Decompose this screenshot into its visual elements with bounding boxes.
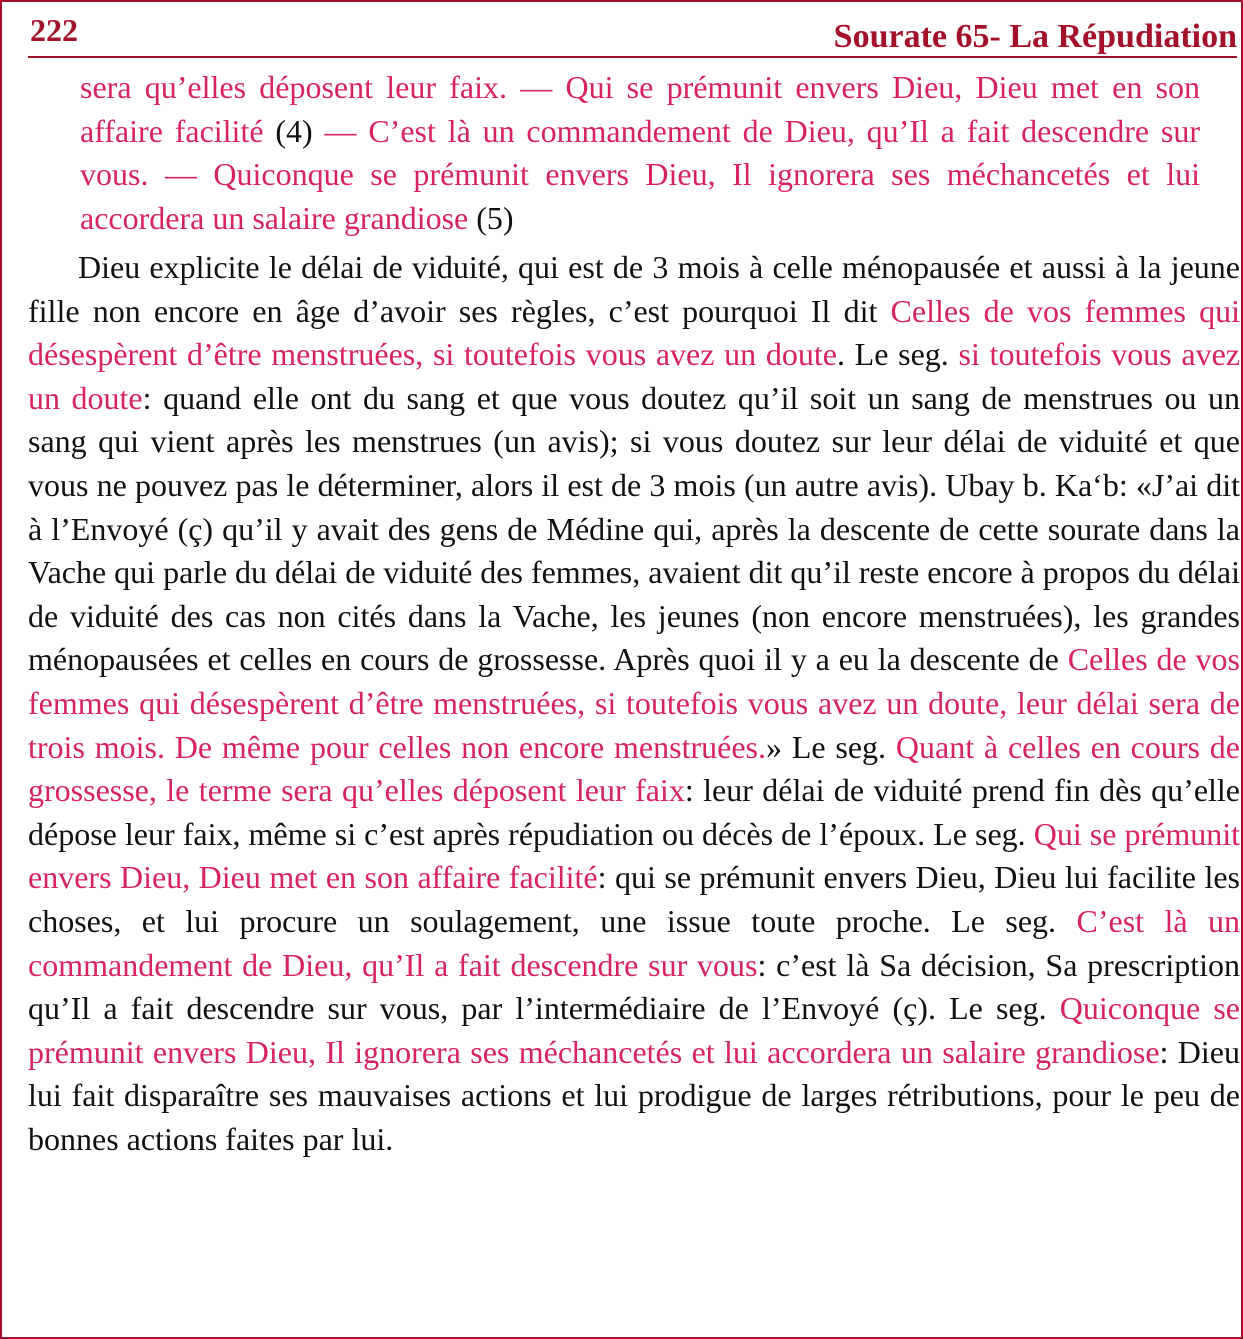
verse-5-b: Quiconque se prémunit envers Dieu, Il ignorera ses méchancetés et lui accordera un salaire grandiose xyxy=(80,156,1201,236)
running-title: Sourate 65- La Répudiation xyxy=(833,18,1237,55)
quoted-verse: si toutefois vous avez un doute xyxy=(28,336,1241,416)
quoted-verse: Celles de vos femmes qui désespèrent d’être menstruées, si toutefois vous avez un doute xyxy=(28,292,1240,373)
quran-verse-block xyxy=(80,66,1200,240)
verse-separator: — xyxy=(148,156,214,192)
quoted-verse: Qui se prémunit envers Dieu, Dieu met en son affaire facilité xyxy=(28,815,1241,896)
commentary-text: : quand elle ont du sang et que vous doutez qu’il soit un sang de menstrues ou un sang qui vient après les menstrues (un avis); si vous doutez sur leur délai de viduité et que vous ne pouvez pas le déterminer, alors il est de 3 mois (un autre avis). Ubay b. Ka‘b: «J’ai dit à l’Envoyé (ç) qu’il y avait des gens de Médine qui, après la descente de cette sourate dans la Vache qui parle du délai de viduité des femmes, avaient dit qu’il reste encore à propos du délai de viduité des cas non cités dans la Vache, les jeunes (non encore menstruées), les grandes ménopausées et celles en cours de grossesse. Après quoi il y a eu la descente de xyxy=(28,379,1241,678)
commentary-text: Dieu explicite le délai de viduité, qui est de 3 mois à celle ménopausée et aussi à la jeune fille non encore en âge d’avoir ses règles, c’est pourquoi Il dit xyxy=(28,249,1240,329)
page-number: 222 xyxy=(30,12,78,48)
page-header xyxy=(28,10,1237,58)
commentary-text: » Le seg. xyxy=(765,728,896,765)
commentary-text: : leur délai de viduité prend fin dès qu’elle dépose leur faix, même si c’est après répudiation ou décès de l’époux. Le seg. xyxy=(28,772,1241,852)
verse-4-b: Qui se prémunit envers Dieu, Dieu met en son affaire facilité xyxy=(80,69,1201,149)
verse-separator: — xyxy=(506,69,566,105)
verse-paragraph xyxy=(80,66,1200,240)
verse-number-4: (4) xyxy=(263,112,325,149)
quoted-verse: C’est là un commandement de Dieu, qu’Il a fait descendre sur vous xyxy=(28,902,1241,983)
verse-5-a: C’est là un commandement de Dieu, qu’Il a fait descendre sur vous. xyxy=(80,112,1201,192)
commentary-text: : Dieu lui fait disparaître ses mauvaises actions et lui prodigue de larges rétributions, pour le peu de bonnes actions faites par lui. xyxy=(28,1033,1241,1157)
verse-4-end: sera qu’elles déposent leur faix. xyxy=(80,69,507,105)
commentary-text: . Le seg. xyxy=(836,336,959,373)
verse-number-5: (5) xyxy=(468,199,514,236)
quoted-verse: Celles de vos femmes qui désespèrent d’être menstruées, si toutefois vous avez un doute, leur délai sera de trois mois. De même pour celles non encore menstruées. xyxy=(28,641,1241,765)
commentary-text: : qui se prémunit envers Dieu, Dieu lui facilite les choses, et lui procure un soulagement, une issue toute proche. Le seg. xyxy=(28,859,1241,939)
verse-separator: — xyxy=(324,112,369,149)
quoted-verse: Quant à celles en cours de grossesse, le terme sera qu’elles déposent leur faix xyxy=(28,728,1241,809)
quoted-verse: Quiconque se prémunit envers Dieu, Il ignorera ses méchancetés et lui accordera un salaire grandiose xyxy=(28,990,1241,1070)
commentary-text: : c’est là Sa décision, Sa prescription qu’Il a fait descendre sur vous, par l’intermédiaire de l’Envoyé (ç). Le seg. xyxy=(28,946,1241,1027)
commentary-paragraph xyxy=(28,246,1240,1161)
